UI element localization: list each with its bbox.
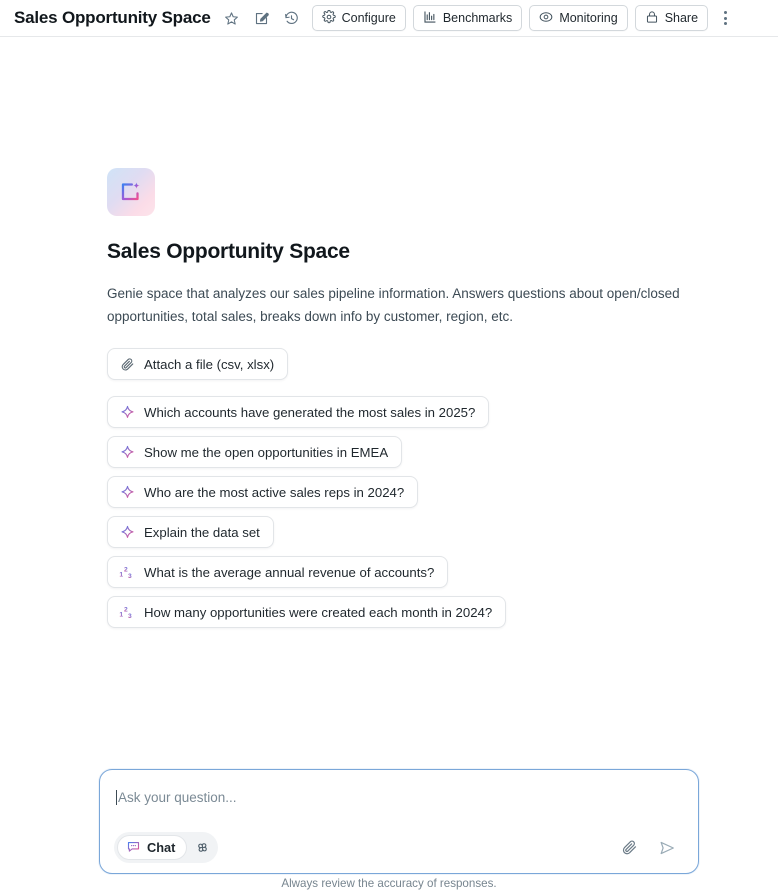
top-bar (0, 0, 778, 37)
attach-file-label: Attach a file (csv, xlsx) (144, 356, 275, 372)
eye-icon (539, 10, 553, 27)
history-clock-icon[interactable] (279, 5, 305, 31)
sparkle-icon (119, 404, 135, 420)
monitoring-button[interactable] (529, 5, 627, 31)
bar-chart-icon (423, 10, 437, 27)
svg-text:3: 3 (128, 613, 132, 621)
page-title: Sales Opportunity Space (14, 8, 211, 27)
sparkle-icon (119, 524, 135, 540)
accuracy-disclaimer: Always review the accuracy of responses. (281, 877, 497, 890)
send-arrow-icon[interactable] (656, 837, 678, 859)
configure-button[interactable] (312, 5, 406, 31)
share-button[interactable] (635, 5, 708, 31)
sparkle-icon (119, 484, 135, 500)
suggestion-chip-active-reps[interactable] (107, 476, 418, 508)
pinwheel-icon[interactable] (189, 835, 215, 860)
suggestion-label: Which accounts have generated the most sales in 2025? (144, 404, 476, 420)
text-caret (116, 790, 117, 805)
space-title: Sales Opportunity Space (107, 240, 350, 263)
edit-square-icon[interactable] (249, 5, 275, 31)
attach-file-chip[interactable] (107, 348, 288, 380)
question-input-placeholder: Ask your question... (118, 789, 237, 805)
suggestion-label: Explain the data set (144, 524, 260, 540)
svg-text:3: 3 (128, 573, 132, 581)
star-icon[interactable] (219, 5, 245, 31)
suggestion-chip-sales-2025[interactable] (107, 396, 489, 428)
gear-icon (322, 10, 336, 27)
space-description: Genie space that analyzes our sales pipeline information. Answers questions about open/closed opportunities, total sales, breaks down info by customer, region, etc. (107, 286, 680, 325)
question-input[interactable] (114, 786, 684, 808)
paperclip-icon[interactable] (618, 837, 640, 859)
paperclip-icon (119, 356, 135, 372)
svg-text:1: 1 (119, 612, 124, 620)
composer-toolbar (114, 832, 684, 863)
mode-switch-group (114, 832, 218, 863)
share-label: Share (664, 11, 699, 25)
genie-sparkle-logo (107, 168, 155, 216)
kebab-menu-icon[interactable] (715, 5, 735, 31)
suggestion-chip-avg-revenue[interactable] (107, 556, 448, 588)
main-content (0, 37, 778, 628)
monitoring-label: Monitoring (559, 11, 618, 25)
benchmarks-button[interactable] (413, 5, 522, 31)
composer[interactable] (99, 769, 699, 874)
composer-wrapper (99, 769, 699, 874)
chat-mode-button[interactable] (117, 835, 187, 860)
suggestion-label: What is the average annual revenue of accounts? (144, 564, 435, 580)
chat-mode-label: Chat (147, 840, 176, 855)
configure-label: Configure (341, 11, 396, 25)
suggestion-label: Who are the most active sales reps in 2024? (144, 484, 405, 500)
chat-bubble-icon (126, 839, 141, 857)
svg-text:1: 1 (119, 572, 124, 580)
suggestion-chip-open-emea[interactable] (107, 436, 402, 468)
numbers-123-icon (119, 604, 135, 620)
composer-actions (618, 837, 684, 859)
sparkle-icon (119, 444, 135, 460)
numbers-123-icon (119, 564, 135, 580)
suggestion-label: Show me the open opportunities in EMEA (144, 444, 389, 460)
svg-text:2: 2 (124, 607, 128, 615)
suggestion-chip-list (107, 348, 707, 628)
benchmarks-label: Benchmarks (442, 11, 513, 25)
suggestion-chip-explain-dataset[interactable] (107, 516, 274, 548)
lock-icon (645, 10, 659, 27)
suggestion-label: How many opportunities were created each month in 2024? (144, 604, 493, 620)
svg-text:2: 2 (124, 567, 128, 575)
suggestion-chip-opps-per-month[interactable] (107, 596, 506, 628)
